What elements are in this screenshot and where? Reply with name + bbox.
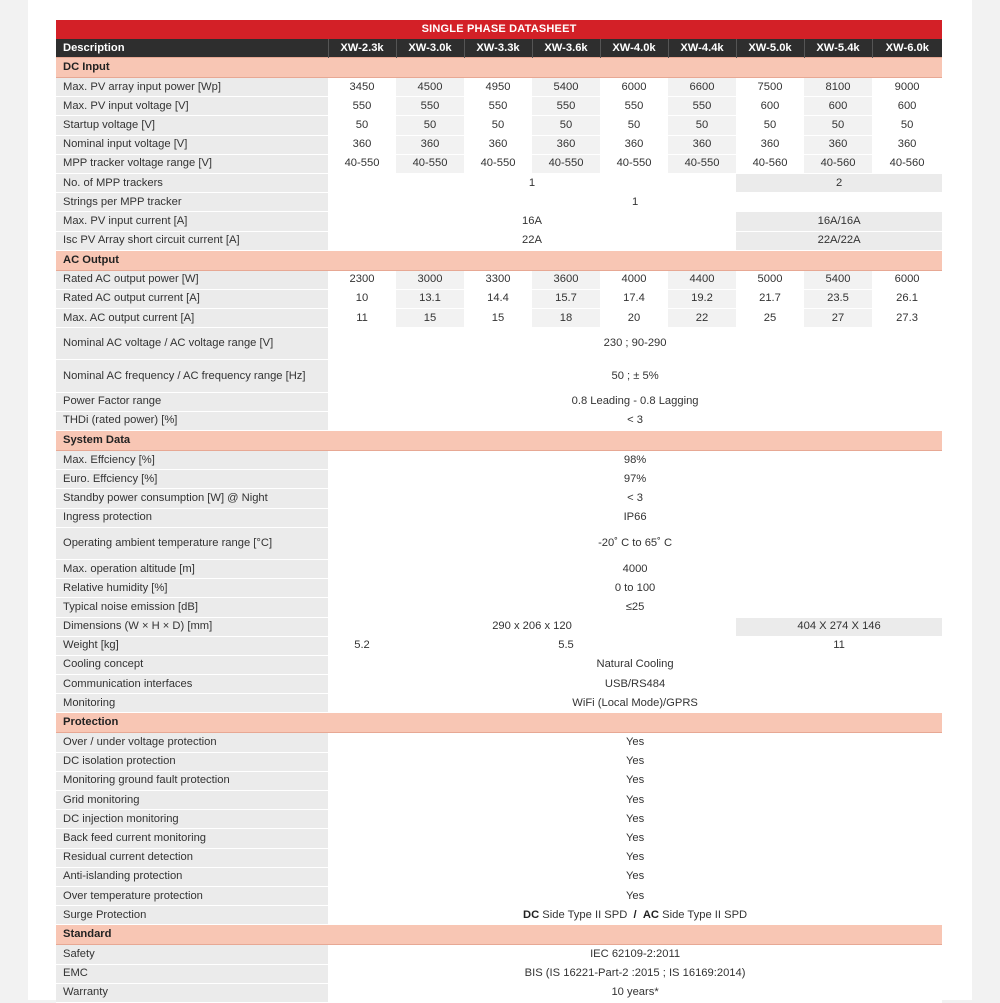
model-header: XW-2.3k [328, 39, 396, 58]
model-header: XW-5.4k [804, 39, 872, 58]
cell: 360 [804, 135, 872, 154]
model-header: XW-3.6k [532, 39, 600, 58]
table-row [56, 675, 942, 694]
cell: Yes [328, 771, 942, 790]
row-label: Rated AC output power [W] [56, 270, 328, 289]
cell: 14.4 [464, 289, 532, 308]
cell: 50 [464, 116, 532, 135]
row-label: Communication interfaces [56, 675, 328, 694]
section-ac-output [56, 250, 942, 270]
cell: 0 to 100 [328, 579, 942, 598]
table-row [56, 527, 942, 559]
table-row [56, 508, 942, 527]
cell: 360 [328, 135, 396, 154]
row-label: Dimensions (W × H × D) [mm] [56, 617, 328, 636]
table-row [56, 270, 942, 289]
cell: 40-550 [532, 154, 600, 173]
cell: IEC 62109-2:2011 [328, 945, 942, 964]
model-header: XW-3.0k [396, 39, 464, 58]
row-label: Max. PV input voltage [V] [56, 97, 328, 116]
row-label: Max. AC output current [A] [56, 309, 328, 328]
cell: ≤25 [328, 598, 942, 617]
row-label: Safety [56, 945, 328, 964]
cell: 404 X 274 X 146 [736, 617, 942, 636]
table-row [56, 655, 942, 674]
cell [328, 906, 942, 925]
row-label: EMC [56, 964, 328, 983]
row-label: Nominal AC voltage / AC voltage range [V] [56, 328, 328, 360]
cell: 5.2 [328, 636, 396, 655]
table-row [56, 97, 942, 116]
cell: 360 [464, 135, 532, 154]
table-row [56, 636, 942, 655]
table-row [56, 116, 942, 135]
cell: 360 [532, 135, 600, 154]
section-dc-input [56, 58, 942, 78]
cell: 17.4 [600, 289, 668, 308]
cell: 360 [600, 135, 668, 154]
cell: 25 [736, 309, 804, 328]
cell: 16A [328, 212, 736, 231]
cell: 26.1 [872, 289, 942, 308]
model-header: XW-4.0k [600, 39, 668, 58]
cell: 6000 [872, 270, 942, 289]
cell: 50 [668, 116, 736, 135]
row-label: No. of MPP trackers [56, 173, 328, 192]
table-row [56, 945, 942, 964]
cell: 7500 [736, 78, 804, 97]
cell: 550 [328, 97, 396, 116]
cell: 15 [396, 309, 464, 328]
cell: 4400 [668, 270, 736, 289]
row-label: Max. PV input current [A] [56, 212, 328, 231]
row-label: Monitoring ground fault protection [56, 771, 328, 790]
cell: 4000 [328, 559, 942, 578]
row-label: Warranty [56, 983, 328, 1002]
table-row [56, 733, 942, 752]
section-standard [56, 925, 942, 945]
cell: 4000 [600, 270, 668, 289]
row-label: Monitoring [56, 694, 328, 713]
cell: 600 [872, 97, 942, 116]
row-label: DC isolation protection [56, 752, 328, 771]
cell: WiFi (Local Mode)/GPRS [328, 694, 942, 713]
cell: Yes [328, 791, 942, 810]
cell: 50 [600, 116, 668, 135]
row-label: Strings per MPP tracker [56, 193, 328, 212]
row-label: Anti-islanding protection [56, 867, 328, 886]
cell: 40-560 [872, 154, 942, 173]
table-row [56, 694, 942, 713]
cell: 22A [328, 231, 736, 250]
section-title: System Data [56, 431, 942, 451]
row-label: Weight [kg] [56, 636, 328, 655]
cell: 19.2 [668, 289, 736, 308]
section-protection [56, 713, 942, 733]
cell: 50 ; ± 5% [328, 360, 942, 392]
cell: 11 [328, 309, 396, 328]
cell: 5400 [532, 78, 600, 97]
cell: 0.8 Leading - 0.8 Lagging [328, 392, 942, 411]
cell: 40-550 [464, 154, 532, 173]
cell: < 3 [328, 489, 942, 508]
cell: 22 [668, 309, 736, 328]
table-row [56, 212, 942, 231]
cell: Yes [328, 886, 942, 905]
description-header: Description [56, 39, 328, 58]
cell: Natural Cooling [328, 655, 942, 674]
section-system-data [56, 431, 942, 451]
cell: 16A/16A [736, 212, 942, 231]
cell: 6600 [668, 78, 736, 97]
cell: 2 [736, 173, 942, 192]
table-row [56, 360, 942, 392]
cell: 40-550 [600, 154, 668, 173]
row-label: Isc PV Array short circuit current [A] [56, 231, 328, 250]
cell: 600 [804, 97, 872, 116]
cell: Yes [328, 810, 942, 829]
cell: 550 [668, 97, 736, 116]
cell: 4950 [464, 78, 532, 97]
cell: 40-560 [804, 154, 872, 173]
table-row [56, 392, 942, 411]
cell: 22A/22A [736, 231, 942, 250]
cell: 550 [396, 97, 464, 116]
cell: 98% [328, 451, 942, 470]
cell: 50 [396, 116, 464, 135]
cell: 50 [804, 116, 872, 135]
cell: 15.7 [532, 289, 600, 308]
row-label: Operating ambient temperature range [°C] [56, 527, 328, 559]
cell: 21.7 [736, 289, 804, 308]
table-row [56, 451, 942, 470]
cell: 360 [736, 135, 804, 154]
cell: 1 [328, 173, 736, 192]
cell: 40-550 [328, 154, 396, 173]
cell: IP66 [328, 508, 942, 527]
cell: 13.1 [396, 289, 464, 308]
datasheet-title: SINGLE PHASE DATASHEET [56, 20, 942, 39]
table-row [56, 135, 942, 154]
cell: 6000 [600, 78, 668, 97]
cell: 550 [600, 97, 668, 116]
cell: 5.5 [396, 636, 736, 655]
cell: BIS (IS 16221-Part-2 :2015 ; IS 16169:2014) [328, 964, 942, 983]
cell: 550 [532, 97, 600, 116]
row-label: Grid monitoring [56, 791, 328, 810]
table-row [56, 173, 942, 192]
row-label: Over / under voltage protection [56, 733, 328, 752]
title-row [56, 20, 942, 39]
row-label: Over temperature protection [56, 886, 328, 905]
cell: -20˚ C to 65˚ C [328, 527, 942, 559]
cell: 40-550 [396, 154, 464, 173]
cell: 3450 [328, 78, 396, 97]
table-row [56, 489, 942, 508]
cell: 1 [328, 193, 942, 212]
row-label: Surge Protection [56, 906, 328, 925]
cell: 550 [464, 97, 532, 116]
cell: Yes [328, 867, 942, 886]
row-label: Startup voltage [V] [56, 116, 328, 135]
cell: 50 [872, 116, 942, 135]
cell: Yes [328, 829, 942, 848]
model-header: XW-3.3k [464, 39, 532, 58]
cell: 40-550 [668, 154, 736, 173]
row-label: DC injection monitoring [56, 810, 328, 829]
table-row [56, 154, 942, 173]
cell: 10 [328, 289, 396, 308]
row-label: Residual current detection [56, 848, 328, 867]
dc-label: DC [523, 908, 540, 921]
row-label: MPP tracker voltage range [V] [56, 154, 328, 173]
row-label: Nominal input voltage [V] [56, 135, 328, 154]
table-row [56, 867, 942, 886]
row-label: Typical noise emission [dB] [56, 598, 328, 617]
cell: < 3 [328, 411, 942, 430]
row-label: Ingress protection [56, 508, 328, 527]
cell: 18 [532, 309, 600, 328]
cell: 2300 [328, 270, 396, 289]
cell: 20 [600, 309, 668, 328]
table-row [56, 559, 942, 578]
table-row [56, 309, 942, 328]
row-label: Nominal AC frequency / AC frequency range [Hz] [56, 360, 328, 392]
cell: Yes [328, 752, 942, 771]
model-header: XW-4.4k [668, 39, 736, 58]
row-label: Max. operation altitude [m] [56, 559, 328, 578]
cell: 9000 [872, 78, 942, 97]
cell: 27 [804, 309, 872, 328]
table-row [56, 598, 942, 617]
cell: 600 [736, 97, 804, 116]
table-row [56, 791, 942, 810]
table-row [56, 193, 942, 212]
table-row [56, 771, 942, 790]
cell: 360 [872, 135, 942, 154]
row-label: Max. Effciency [%] [56, 451, 328, 470]
table-row [56, 617, 942, 636]
row-label: THDi (rated power) [%] [56, 411, 328, 430]
header-row [56, 39, 942, 58]
row-label: Standby power consumption [W] @ Night [56, 489, 328, 508]
cell: Yes [328, 848, 942, 867]
cell: 4500 [396, 78, 464, 97]
cell: 11 [736, 636, 942, 655]
cell: 10 years* [328, 983, 942, 1002]
cell: 3300 [464, 270, 532, 289]
row-label: Back feed current monitoring [56, 829, 328, 848]
ac-label: AC [642, 908, 660, 921]
cell: 15 [464, 309, 532, 328]
table-row [56, 78, 942, 97]
row-label: Max. PV array input power [Wp] [56, 78, 328, 97]
cell: 290 x 206 x 120 [328, 617, 736, 636]
section-title: DC Input [56, 58, 942, 78]
cell: 50 [736, 116, 804, 135]
table-row [56, 328, 942, 360]
section-title: Standard [56, 925, 942, 945]
model-header: XW-5.0k [736, 39, 804, 58]
cell: USB/RS484 [328, 675, 942, 694]
table-row [56, 289, 942, 308]
model-header: XW-6.0k [872, 39, 942, 58]
cell: 230 ; 90-290 [328, 328, 942, 360]
row-label: Power Factor range [56, 392, 328, 411]
table-row [56, 983, 942, 1002]
cell: 27.3 [872, 309, 942, 328]
cell: 23.5 [804, 289, 872, 308]
cell: 97% [328, 470, 942, 489]
table-row [56, 886, 942, 905]
section-title: AC Output [56, 250, 942, 270]
table-row [56, 470, 942, 489]
table-row [56, 848, 942, 867]
cell: 3000 [396, 270, 464, 289]
cell: 8100 [804, 78, 872, 97]
ac-text: Side Type II SPD [662, 908, 748, 921]
table-row [56, 231, 942, 250]
cell: 50 [328, 116, 396, 135]
row-label: Relative humidity [%] [56, 579, 328, 598]
datasheet-table [56, 20, 942, 1003]
table-row [56, 829, 942, 848]
cell: 5000 [736, 270, 804, 289]
cell: 40-560 [736, 154, 804, 173]
separator: / [633, 908, 637, 921]
row-label: Cooling concept [56, 655, 328, 674]
cell: 360 [668, 135, 736, 154]
table-row [56, 810, 942, 829]
dc-text: Side Type II SPD [542, 908, 628, 921]
table-row [56, 964, 942, 983]
row-label: Rated AC output current [A] [56, 289, 328, 308]
row-label: Euro. Effciency [%] [56, 470, 328, 489]
table-row [56, 906, 942, 925]
cell: 50 [532, 116, 600, 135]
cell: Yes [328, 733, 942, 752]
table-row [56, 752, 942, 771]
cell: 360 [396, 135, 464, 154]
section-title: Protection [56, 713, 942, 733]
table-row [56, 579, 942, 598]
cell: 3600 [532, 270, 600, 289]
table-row [56, 411, 942, 430]
cell: 5400 [804, 270, 872, 289]
